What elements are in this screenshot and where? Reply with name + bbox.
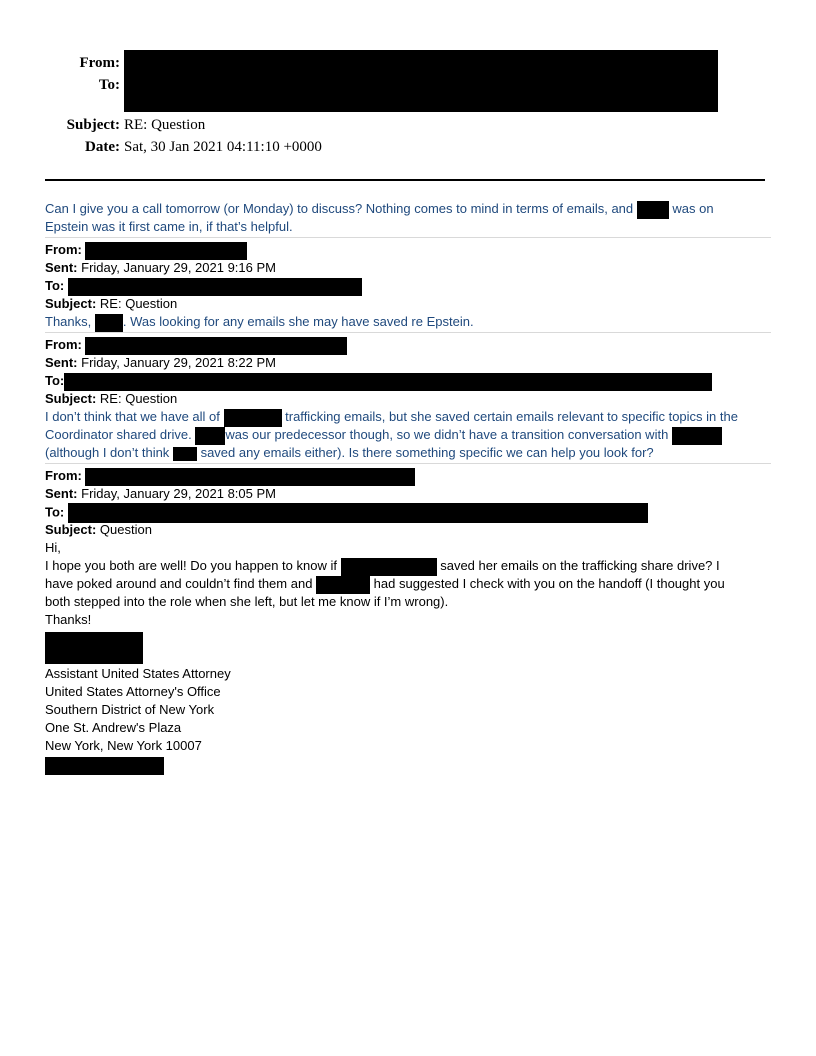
header-date-label: Date: [85,139,120,155]
redaction-msg3-name3 [672,427,722,445]
msg2-sent-label: Sent: [45,260,78,275]
msg4-greeting: Hi, [45,540,61,555]
redaction-msg4-to [68,503,648,523]
msg4-sent-label: Sent: [45,486,78,501]
msg2-to [45,277,362,296]
msg4-to-label: To: [45,504,65,520]
redaction-msg3-from [85,337,347,355]
msg3-l1-b: trafficking emails, but she saved certain emails relevant to specific topics in the [285,409,738,424]
header-to-label: To: [98,77,120,93]
redaction-header-recipients [124,50,718,112]
msg3-l2-a: Coordinator shared drive. [45,427,192,442]
msg3-l3-a: (although I don’t think [45,445,170,460]
redaction-msg2-to [68,278,362,296]
separator [45,332,771,333]
msg4-body-line2 [45,575,725,594]
msg3-sent-value: Friday, January 29, 2021 8:22 PM [81,355,276,370]
redaction-msg3-name1 [224,409,282,427]
msg2-subject-label: Subject: [45,296,97,311]
msg1-line1 [45,200,714,219]
msg3-subject [45,390,177,408]
msg2-sent [45,259,276,277]
msg2-to-label: To: [45,278,65,293]
msg4-body-line1 [45,557,720,576]
msg2-body [45,313,474,332]
redaction-msg2-from [85,242,247,260]
msg3-body-line3 [45,444,654,462]
msg2-subject [45,295,177,313]
msg3-to-label: To: [45,373,65,388]
redaction-msg3-name4 [173,447,197,461]
msg4-l1-b: saved her emails on the trafficking share drive? I [440,558,720,573]
msg3-l3-b: saved any emails either). Is there something specific we can help you look for? [200,445,654,460]
msg3-body-line2 [45,426,722,445]
msg3-subject-value: RE: Question [99,391,178,406]
msg4-sent-value: Friday, January 29, 2021 8:05 PM [81,486,276,501]
msg1-line1-a: Can I give you a call tomorrow (or Monday) to discuss? Nothing comes to mind in terms of emails, and [45,201,634,216]
msg4-l1-a: I hope you both are well! Do you happen to know if [45,558,337,573]
msg3-l2-b: was our predecessor though, so we didn’t have a transition conversation with [225,427,669,442]
redaction-signature-name [45,632,143,664]
header-subject: RE: Question [124,117,206,133]
msg3-subject-label: Subject: [45,391,97,406]
redaction-msg4-name1 [341,558,437,576]
msg4-l2-b: had suggested I check with you on the handoff (I thought you [373,576,725,591]
msg2-sent-value: Friday, January 29, 2021 9:16 PM [81,260,276,275]
msg4-body-line3: both stepped into the role when she left, but let me know if I’m wrong). [45,594,449,609]
signature-city: New York, New York 10007 [45,738,202,753]
redaction-msg3-to [64,373,712,391]
msg4-from [45,467,415,486]
header-date: Sat, 30 Jan 2021 04:11:10 +0000 [124,139,322,155]
redaction-msg4-from [85,468,415,486]
separator [45,463,771,464]
msg4-l2-a: have poked around and couldn’t find them and [45,576,313,591]
signature-title: Assistant United States Attorney [45,666,231,681]
signature-district: Southern District of New York [45,702,215,717]
msg1-line2: Epstein was it first came in, if that’s helpful. [45,219,293,234]
msg3-l1-a: I don’t think that we have all of [45,409,220,424]
redaction-msg2-name [95,314,123,332]
msg2-from-label: From: [45,242,82,257]
redaction-msg1-name [637,201,669,219]
msg3-sent-label: Sent: [45,355,78,370]
msg2-subject-value: RE: Question [99,296,178,311]
msg3-from [45,336,347,355]
separator [45,237,771,238]
msg2-body-b: . Was looking for any emails she may have saved re Epstein. [122,314,474,329]
msg1-line1-b: was on [672,201,714,216]
msg3-sent [45,354,276,372]
header-divider [45,179,765,181]
msg4-sent [45,485,276,503]
redaction-signature-phone [45,757,164,775]
msg3-from-label: From: [45,337,82,352]
redaction-msg4-name2 [316,576,370,594]
msg3-body-line1 [45,408,738,427]
signature-office: United States Attorney's Office [45,684,221,699]
msg4-thanks: Thanks! [45,612,92,627]
header-from-label: From: [79,55,120,71]
redaction-msg3-name2 [195,427,225,445]
msg2-from [45,241,247,260]
signature-street: One St. Andrew's Plaza [45,720,182,735]
header-subject-label: Subject: [66,117,120,133]
msg4-subject [45,521,152,539]
msg4-to [45,503,648,523]
msg3-to [45,372,712,391]
msg4-subject-label: Subject: [45,522,97,537]
msg2-body-a: Thanks, [45,314,92,329]
msg4-from-label: From: [45,468,82,483]
msg4-subject-value: Question [99,522,152,537]
